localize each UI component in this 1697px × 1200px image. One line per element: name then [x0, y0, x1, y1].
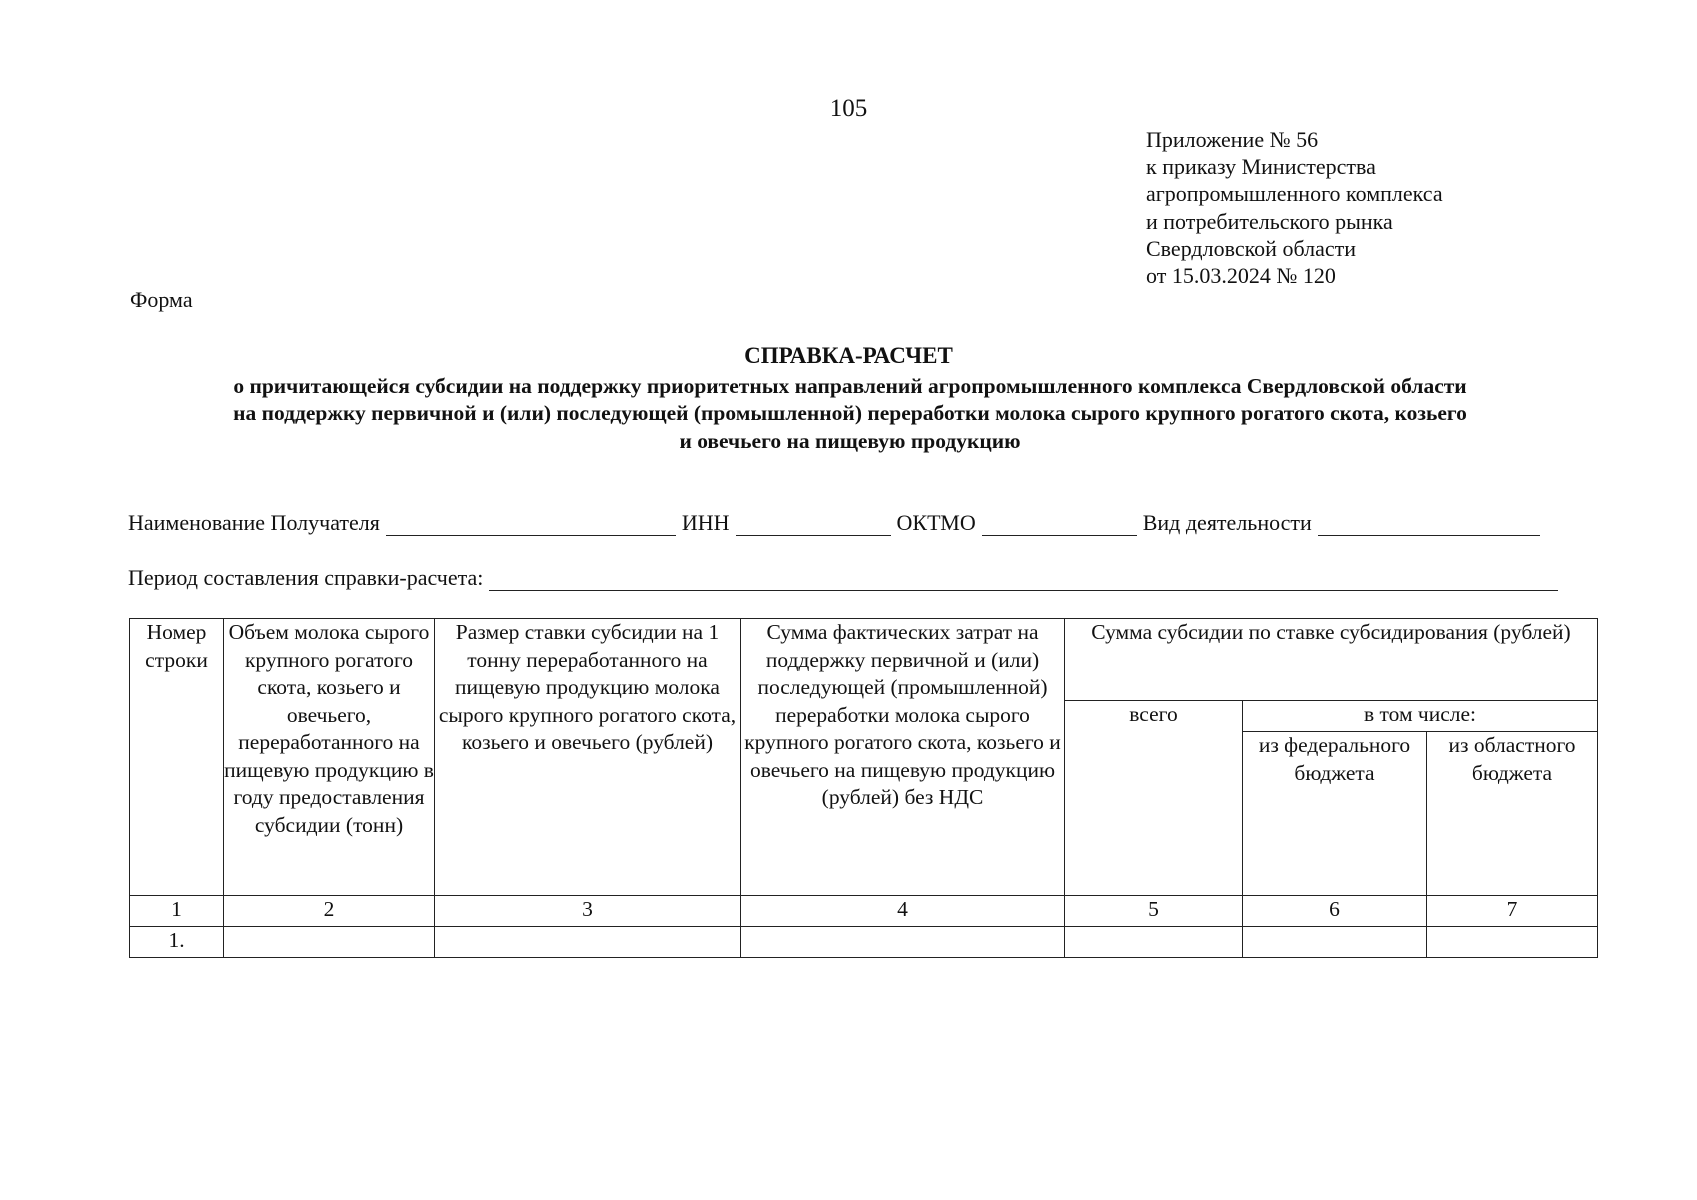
- appendix-line: и потребительского рынка: [1146, 208, 1393, 234]
- period-row: [128, 565, 1564, 591]
- table-cell[interactable]: [1065, 927, 1243, 958]
- table-cell[interactable]: [741, 927, 1065, 958]
- header-regional-budget: из областного бюджета: [1427, 732, 1598, 896]
- header-subsidy-amount: Сумма субсидии по ставке субсидирования (рублей): [1065, 619, 1598, 701]
- row-number-cell: 1.: [130, 927, 224, 958]
- appendix-line: Свердловской области: [1146, 235, 1356, 261]
- column-number: 2: [224, 896, 435, 927]
- period-label: Период составления справки-расчета:: [128, 565, 484, 590]
- header-federal-budget: из федерального бюджета: [1243, 732, 1427, 896]
- table-cell[interactable]: [1427, 927, 1598, 958]
- document-title: СПРАВКА-РАСЧЕТ: [744, 343, 953, 368]
- activity-label: Вид деятельности: [1142, 510, 1312, 535]
- subtitle-line: и овечьего на пищевую продукцию: [679, 428, 1021, 453]
- oktmo-field[interactable]: [982, 513, 1137, 536]
- subtitle-line: на поддержку первичной и (или) последующей (промышленной) переработки молока сырого крупного рогатого скота, козьего: [233, 401, 1467, 426]
- recipient-name-field[interactable]: [386, 513, 676, 536]
- recipient-label: Наименование Получателя: [128, 510, 380, 535]
- calculation-table: [129, 618, 1598, 958]
- header-row-number: Номер строки: [130, 619, 224, 896]
- recipient-fields: [128, 510, 1546, 536]
- column-number: 6: [1243, 896, 1427, 927]
- form-label: Форма: [130, 287, 193, 312]
- header-total: всего: [1065, 701, 1243, 896]
- appendix-line: Приложение № 56: [1146, 127, 1319, 152]
- table-cell[interactable]: [224, 927, 435, 958]
- column-number: 3: [435, 896, 741, 927]
- header-including: в том числе:: [1243, 701, 1598, 732]
- activity-field[interactable]: [1318, 513, 1540, 536]
- column-number: 7: [1427, 896, 1598, 927]
- period-field[interactable]: [489, 568, 1558, 591]
- column-number: 1: [130, 896, 224, 927]
- appendix-line: к приказу Министерства: [1146, 154, 1376, 180]
- appendix-note: [1146, 126, 1443, 289]
- header-actual-costs: Сумма фактических затрат на поддержку первичной и (или) последующей (промышленной) переработки молока сырого крупного рогатого скота, козьего и овечьего на пищевую продукцию (рублей) без НДС: [741, 619, 1065, 896]
- column-number: 5: [1065, 896, 1243, 927]
- document-subtitle: [150, 373, 1550, 455]
- oktmo-label: ОКТМО: [896, 510, 976, 535]
- inn-field[interactable]: [736, 513, 891, 536]
- inn-label: ИНН: [681, 510, 730, 535]
- table-cell[interactable]: [1243, 927, 1427, 958]
- header-milk-volume: Объем молока сырого крупного рогатого скота, козьего и овечьего, переработанного на пищевую продукцию в году предоставления субсидии (тонн): [224, 619, 435, 896]
- subtitle-line: о причитающейся субсидии на поддержку приоритетных направлений агропромышленного комплекса Свердловской области: [233, 374, 1467, 398]
- table-cell[interactable]: [435, 927, 741, 958]
- appendix-line: от 15.03.2024 № 120: [1146, 263, 1336, 289]
- header-subsidy-rate: Размер ставки субсидии на 1 тонну переработанного на пищевую продукцию молока сырого крупного рогатого скота, козьего и овечьего (рублей): [435, 619, 741, 896]
- column-number: 4: [741, 896, 1065, 927]
- appendix-line: агропромышленного комплекса: [1146, 181, 1443, 207]
- page-number: 105: [829, 95, 868, 122]
